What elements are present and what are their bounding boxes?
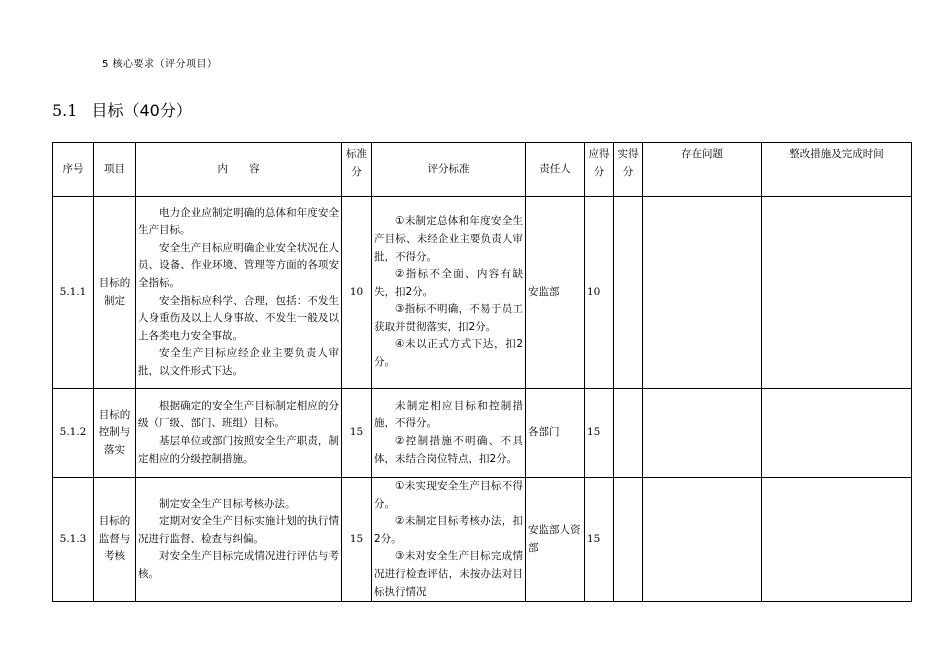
criteria-para: ②控制措施不明确、不具体，未结合岗位特点，扣2分。 xyxy=(374,435,523,465)
row-should-score: 15 xyxy=(585,478,614,602)
row-actual-score[interactable] xyxy=(614,389,643,478)
header-standard: 标准分 xyxy=(342,143,372,197)
row-rectification[interactable] xyxy=(762,478,912,602)
row-criteria xyxy=(372,197,526,389)
row-actual-score[interactable] xyxy=(614,478,643,602)
header-responsible: 责任人 xyxy=(526,143,585,197)
row-content xyxy=(136,478,342,602)
row-standard: 10 xyxy=(342,197,372,389)
row-standard: 15 xyxy=(342,389,372,478)
content-para: 安全生产目标应经企业主要负责人审批，以文件形式下达。 xyxy=(138,347,339,377)
row-actual-score[interactable] xyxy=(614,197,643,389)
table-row xyxy=(53,389,912,478)
content-para: 对安全生产目标完成情况进行评估与考核。 xyxy=(138,550,339,580)
content-para: 制定安全生产目标考核办法。 xyxy=(159,497,296,510)
table-header-row xyxy=(53,143,912,197)
header-criteria: 评分标准 xyxy=(372,143,526,197)
criteria-para: ④未以正式方式下达，扣2分。 xyxy=(374,338,523,369)
row-criteria xyxy=(372,478,526,602)
criteria-para: ①未实现安全生产目标不得分。 xyxy=(374,480,523,510)
row-id: 5.1.2 xyxy=(53,389,94,478)
criteria-para: ①未制定总体和年度安全生产目标、未经企业主要负责人审批，不得分。 xyxy=(374,215,523,263)
row-item: 目标的监督与考核 xyxy=(94,478,136,602)
criteria-para: ③未对安全生产目标完成情况进行检查评估，未按办法对目标执行情况 xyxy=(374,550,523,598)
row-problems[interactable] xyxy=(643,389,762,478)
section-number: 5.1 xyxy=(52,101,78,120)
header-actual-score: 实得分 xyxy=(614,143,643,197)
row-responsible: 安监部 xyxy=(526,197,585,389)
row-rectification[interactable] xyxy=(762,389,912,478)
criteria-para: 未制定相应目标和控制措施，不得分。 xyxy=(374,399,523,430)
row-content xyxy=(136,389,342,478)
row-responsible: 各部门 xyxy=(526,389,585,478)
content-para: 根据确定的安全生产目标制定相应的分级（厂级、部门、班组）目标。 xyxy=(138,399,339,430)
header-problems: 存在问题 xyxy=(643,143,762,197)
row-item: 目标的制定 xyxy=(94,197,136,389)
header-content: 内 容 xyxy=(136,143,342,197)
header-rectification: 整改措施及完成时间 xyxy=(762,143,912,197)
row-standard: 15 xyxy=(342,478,372,602)
row-problems[interactable] xyxy=(643,197,762,389)
row-item: 目标的控制与落实 xyxy=(94,389,136,478)
criteria-para: ②指标不全面、内容有缺失，扣2分。 xyxy=(374,268,523,298)
row-should-score: 10 xyxy=(585,197,614,389)
row-responsible: 安监部人资部 xyxy=(526,478,585,602)
content-para: 安全生产目标应明确企业安全状况在人员、设备、作业环境、管理等方面的各项安全指标。 xyxy=(138,241,339,289)
table-row xyxy=(53,478,912,602)
content-para: 基层单位或部门按照安全生产职责，制定相应的分级控制措施。 xyxy=(138,435,339,465)
section-title-text: 目标（40分） xyxy=(91,101,192,120)
criteria-para: ②未制定目标考核办法，扣2分。 xyxy=(374,515,523,545)
row-rectification[interactable] xyxy=(762,197,912,389)
top-note: 5 核心要求（评分项目） xyxy=(102,59,218,70)
row-id: 5.1.3 xyxy=(53,478,94,602)
table-row xyxy=(53,197,912,389)
header-seq: 序号 xyxy=(53,143,94,197)
content-para: 电力企业应制定明确的总体和年度安全生产目标。 xyxy=(138,206,339,237)
row-problems[interactable] xyxy=(643,478,762,602)
scoring-table xyxy=(52,142,912,602)
content-para: 安全指标应科学、合理，包括：不发生人身重伤及以上人身事故、不发生一般及以上各类电力安全事故。 xyxy=(138,294,339,342)
header-item: 项目 xyxy=(94,143,136,197)
criteria-para: ③指标不明确，不易于员工获取并贯彻落实，扣2分。 xyxy=(374,303,523,333)
header-should-score: 应得分 xyxy=(585,143,614,197)
row-should-score: 15 xyxy=(585,389,614,478)
content-para: 定期对安全生产目标实施计划的执行情况进行监督、检查与纠偏。 xyxy=(138,515,339,545)
row-content xyxy=(136,197,342,389)
row-id: 5.1.1 xyxy=(53,197,94,389)
section-title xyxy=(52,98,192,121)
row-criteria xyxy=(372,389,526,478)
